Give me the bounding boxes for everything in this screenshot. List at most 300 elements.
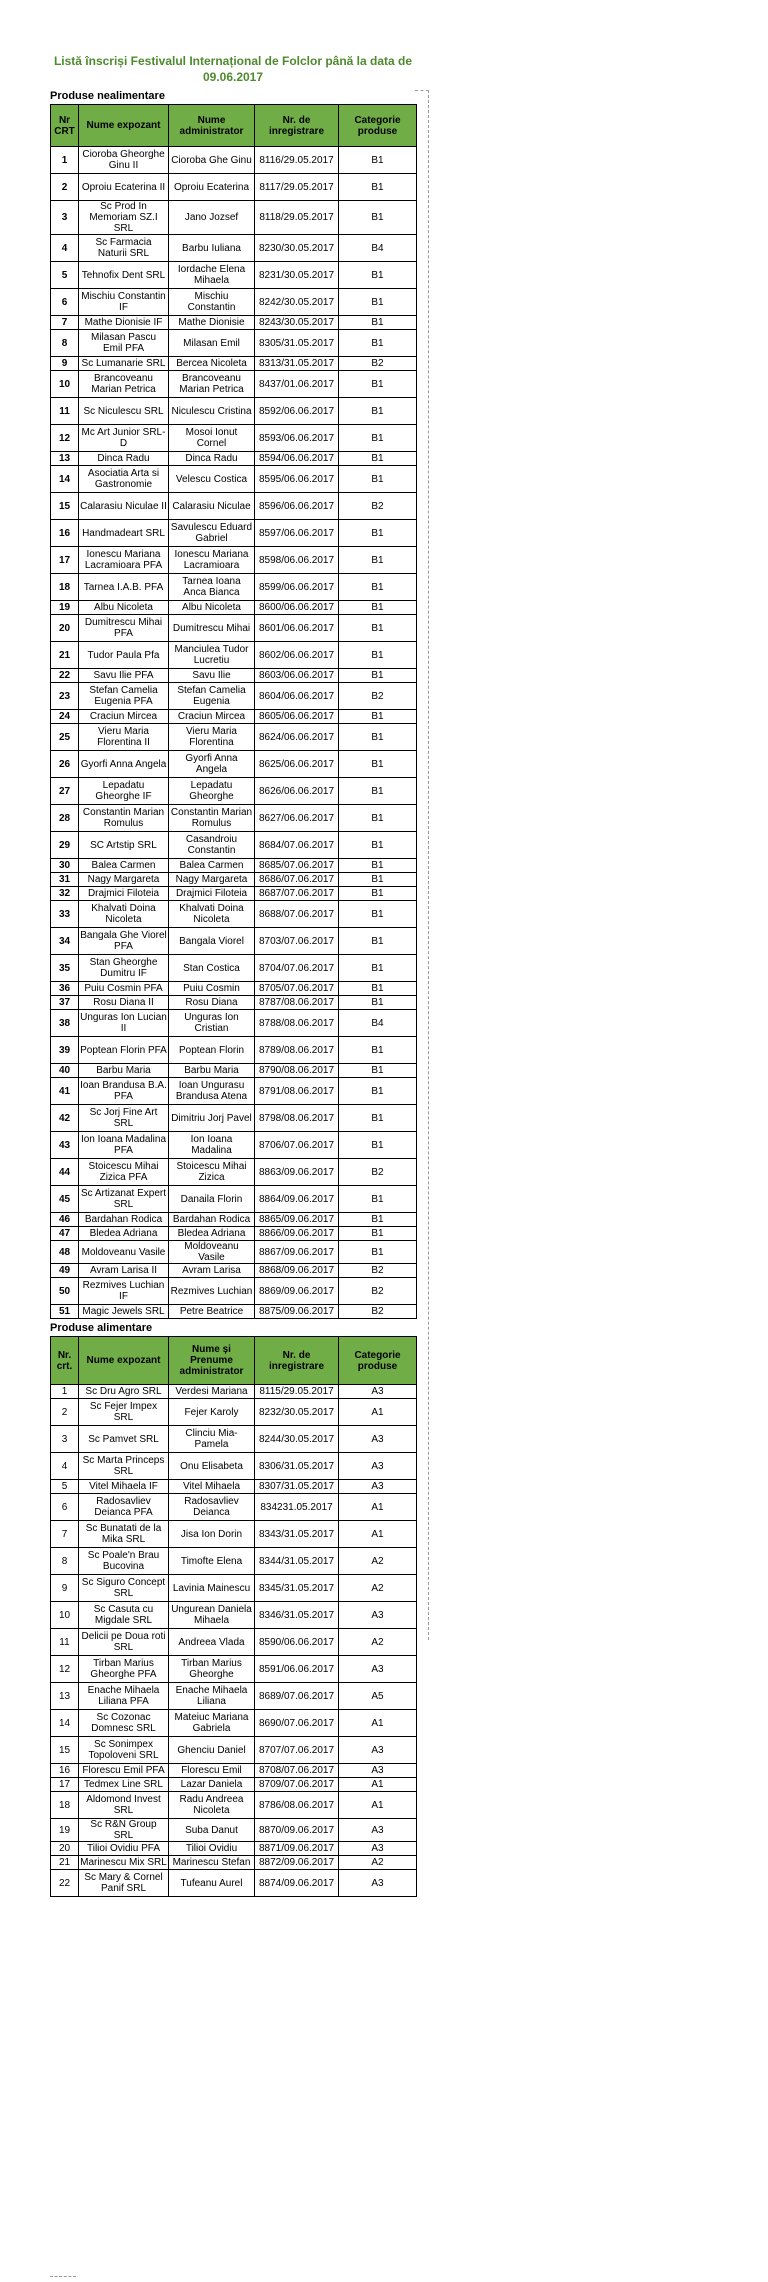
cell-registration: 8590/06.06.2017 (255, 1629, 339, 1656)
cell-administrator: Khalvati Doina Nicoleta (169, 901, 255, 928)
cell-administrator: Dimitriu Jorj Pavel (169, 1105, 255, 1132)
cell-registration: 8244/30.05.2017 (255, 1426, 339, 1453)
cell-registration: 8791/08.06.2017 (255, 1078, 339, 1105)
cell-nr: 38 (51, 1010, 79, 1037)
cell-registration: 8789/08.06.2017 (255, 1037, 339, 1064)
header-exhibitor: Nume expozant (79, 105, 169, 147)
table-row (51, 1213, 417, 1227)
cell-category: A1 (339, 1710, 417, 1737)
cell-category: B2 (339, 1264, 417, 1278)
cell-category: B1 (339, 1241, 417, 1264)
cell-registration: 8687/07.06.2017 (255, 887, 339, 901)
cell-registration: 8705/07.06.2017 (255, 982, 339, 996)
cell-category: A3 (339, 1453, 417, 1480)
cell-nr: 21 (51, 1856, 79, 1870)
cell-administrator: Gyorfi Anna Angela (169, 751, 255, 778)
cell-nr: 45 (51, 1186, 79, 1213)
table-row (51, 1548, 417, 1575)
cell-category: B1 (339, 928, 417, 955)
table-row (51, 1064, 417, 1078)
cell-registration: 8306/31.05.2017 (255, 1453, 339, 1480)
cell-nr: 20 (51, 615, 79, 642)
cell-nr: 44 (51, 1159, 79, 1186)
cell-category: A3 (339, 1602, 417, 1629)
cell-nr: 14 (51, 1710, 79, 1737)
cell-administrator: Bardahan Rodica (169, 1213, 255, 1227)
cell-registration: 8798/08.06.2017 (255, 1105, 339, 1132)
cell-administrator: Timofte Elena (169, 1548, 255, 1575)
table-row (51, 601, 417, 615)
cell-administrator: Tufeanu Aurel (169, 1870, 255, 1897)
cell-nr: 8 (51, 1548, 79, 1575)
cell-exhibitor: Marinescu Mix SRL (80, 1857, 167, 1868)
cell-registration: 8624/06.06.2017 (255, 724, 339, 751)
cell-category: B2 (339, 683, 417, 710)
header-administrator: Nume și Prenume administrator (169, 1337, 255, 1385)
table-row (51, 1764, 417, 1778)
cell-registration: 8597/06.06.2017 (255, 520, 339, 547)
cell-exhibitor: Mischiu Constantin IF (79, 289, 169, 316)
table-row (51, 1656, 417, 1683)
page-break-marker (415, 90, 429, 91)
cell-administrator: Mosoi Ionut Cornel (169, 425, 255, 452)
cell-category: B1 (339, 887, 417, 901)
table-row (51, 1010, 417, 1037)
cell-administrator: Lazar Daniela (169, 1778, 255, 1792)
cell-registration: 8230/30.05.2017 (255, 235, 339, 262)
cell-category: B1 (339, 724, 417, 751)
cell-category: B1 (339, 147, 417, 174)
cell-nr: 22 (51, 1870, 79, 1897)
cell-administrator: Nagy Margareta (169, 873, 255, 887)
cell-administrator: Stoicescu Mihai Zizica (169, 1159, 255, 1186)
cell-exhibitor: Sc Jorj Fine Art SRL (79, 1105, 169, 1132)
table-row (51, 615, 417, 642)
cell-registration: 8625/06.06.2017 (255, 751, 339, 778)
cell-administrator: Tilioi Ovidiu (169, 1842, 255, 1856)
cell-exhibitor: Sc Farmacia Naturii SRL (79, 235, 169, 262)
cell-exhibitor: Stefan Camelia Eugenia PFA (79, 683, 169, 710)
cell-administrator: Onu Elisabeta (169, 1453, 255, 1480)
cell-nr: 49 (51, 1264, 79, 1278)
cell-administrator: Ion Ioana Madalina (169, 1132, 255, 1159)
table-row (51, 1819, 417, 1842)
cell-category: B4 (339, 235, 417, 262)
cell-category: B2 (339, 357, 417, 371)
cell-nr: 27 (51, 778, 79, 805)
cell-exhibitor: Albu Nicoleta (79, 601, 169, 615)
table-row (51, 330, 417, 357)
cell-nr: 9 (51, 357, 79, 371)
cell-administrator: Bangala Viorel (169, 928, 255, 955)
cell-administrator: Savulescu Eduard Gabriel (169, 520, 255, 547)
cell-registration: 8787/08.06.2017 (255, 996, 339, 1010)
cell-administrator: Casandroiu Constantin (169, 832, 255, 859)
cell-exhibitor: Bangala Ghe Viorel PFA (79, 928, 169, 955)
table-row (51, 1453, 417, 1480)
cell-administrator: Unguras Ion Cristian (169, 1010, 255, 1037)
table-row (51, 982, 417, 996)
cell-exhibitor: SC Artstip SRL (79, 832, 169, 859)
cell-exhibitor: Milasan Pascu Emil PFA (79, 330, 169, 357)
cell-nr: 6 (51, 289, 79, 316)
table-row (51, 547, 417, 574)
cell-nr: 7 (51, 1521, 79, 1548)
cell-administrator: Ioan Ungurasu Brandusa Atena (169, 1078, 255, 1105)
cell-administrator: Florescu Emil (169, 1764, 255, 1778)
cell-exhibitor: Tedmex Line SRL (79, 1778, 169, 1792)
table-row (51, 1683, 417, 1710)
cell-nr: 19 (51, 1819, 79, 1842)
table-row (51, 147, 417, 174)
cell-exhibitor: Mathe Dionisie IF (79, 316, 169, 330)
table-header-row (51, 1337, 417, 1385)
cell-registration: 8864/09.06.2017 (255, 1186, 339, 1213)
cell-nr: 3 (51, 1426, 79, 1453)
table-row (51, 1132, 417, 1159)
cell-category: B1 (339, 901, 417, 928)
cell-registration: 8706/07.06.2017 (255, 1132, 339, 1159)
cell-exhibitor: Vieru Maria Florentina II (79, 724, 169, 751)
cell-registration: 8709/07.06.2017 (255, 1778, 339, 1792)
table-row (51, 201, 417, 235)
cell-registration: 8598/06.06.2017 (255, 547, 339, 574)
cell-category: A3 (339, 1870, 417, 1897)
table-row (51, 466, 417, 493)
table-row (51, 174, 417, 201)
cell-registration: 8601/06.06.2017 (255, 615, 339, 642)
cell-nr: 20 (51, 1842, 79, 1856)
cell-category: A3 (339, 1737, 417, 1764)
cell-registration: 8591/06.06.2017 (255, 1656, 339, 1683)
header-registration: Nr. de inregistrare (255, 105, 339, 147)
page-break-line (428, 90, 429, 1640)
table-row (51, 357, 417, 371)
cell-category: A5 (339, 1683, 417, 1710)
cell-category: B1 (339, 1186, 417, 1213)
cell-category: B1 (339, 1227, 417, 1241)
cell-exhibitor: Sc Fejer Impex SRL (79, 1399, 169, 1426)
table-row (51, 1842, 417, 1856)
cell-registration: 8703/07.06.2017 (255, 928, 339, 955)
cell-exhibitor: Sc Bunatati de la Mika SRL (79, 1521, 169, 1548)
cell-exhibitor: Tudor Paula Pfa (79, 642, 169, 669)
cell-category: A2 (339, 1856, 417, 1870)
cell-exhibitor: Tilioi Ovidiu PFA (79, 1842, 169, 1856)
cell-registration: 8707/07.06.2017 (255, 1737, 339, 1764)
cell-nr: 48 (51, 1241, 79, 1264)
cell-registration: 8594/06.06.2017 (255, 452, 339, 466)
cell-nr: 35 (51, 955, 79, 982)
cell-administrator: Ghenciu Daniel (169, 1737, 255, 1764)
cell-category: A3 (339, 1842, 417, 1856)
cell-category: B1 (339, 520, 417, 547)
cell-administrator: Suba Danut (169, 1819, 255, 1842)
cell-exhibitor: Radosavliev Deianca PFA (79, 1494, 169, 1521)
cell-nr: 46 (51, 1213, 79, 1227)
cell-nr: 17 (51, 1778, 79, 1792)
cell-administrator: Fejer Karoly (169, 1399, 255, 1426)
table-row (51, 1778, 417, 1792)
header-exhibitor: Nume expozant (79, 1337, 169, 1385)
table-row (51, 1602, 417, 1629)
cell-nr: 31 (51, 873, 79, 887)
cell-administrator: Bledea Adriana (169, 1227, 255, 1241)
cell-category: B1 (339, 262, 417, 289)
table-row (51, 1737, 417, 1764)
cell-category: B1 (339, 1078, 417, 1105)
cell-exhibitor: Avram Larisa II (79, 1264, 169, 1278)
cell-category: B2 (339, 1278, 417, 1305)
cell-registration: 8874/09.06.2017 (255, 1870, 339, 1897)
table-row (51, 1710, 417, 1737)
section-label-nonfood: Produse nealimentare (50, 90, 165, 102)
cell-nr: 10 (51, 1602, 79, 1629)
table-row (51, 778, 417, 805)
cell-administrator: Lepadatu Gheorghe (169, 778, 255, 805)
cell-exhibitor: Moldoveanu Vasile (79, 1241, 169, 1264)
cell-category: A3 (339, 1385, 417, 1399)
cell-nr: 18 (51, 574, 79, 601)
table-row (51, 710, 417, 724)
cell-exhibitor: Dumitrescu Mihai PFA (79, 615, 169, 642)
cell-exhibitor: Barbu Maria (79, 1064, 169, 1078)
cell-registration: 8866/09.06.2017 (255, 1227, 339, 1241)
cell-registration: 8343/31.05.2017 (255, 1521, 339, 1548)
cell-exhibitor: Sc Niculescu SRL (79, 398, 169, 425)
cell-administrator: Savu Ilie (169, 669, 255, 683)
cell-registration: 8786/08.06.2017 (255, 1792, 339, 1819)
cell-registration: 8690/07.06.2017 (255, 1710, 339, 1737)
header-administrator: Nume administrator (169, 105, 255, 147)
cell-administrator: Iordache Elena Mihaela (169, 262, 255, 289)
table-row (51, 452, 417, 466)
cell-nr: 40 (51, 1064, 79, 1078)
cell-registration: 8344/31.05.2017 (255, 1548, 339, 1575)
cell-administrator: Vieru Maria Florentina (169, 724, 255, 751)
cell-administrator: Tirban Marius Gheorghe (169, 1656, 255, 1683)
table-row (51, 1078, 417, 1105)
cell-exhibitor: Khalvati Doina Nicoleta (79, 901, 169, 928)
cell-exhibitor: Sc Poale'n Brau Bucovina (79, 1548, 169, 1575)
cell-nr: 16 (51, 1764, 79, 1778)
cell-registration: 8592/06.06.2017 (255, 398, 339, 425)
cell-category: B4 (339, 1010, 417, 1037)
cell-nr: 36 (51, 982, 79, 996)
cell-category: B1 (339, 873, 417, 887)
cell-nr: 8 (51, 330, 79, 357)
cell-administrator: Marinescu Stefan (169, 1856, 255, 1870)
cell-registration: 8870/09.06.2017 (255, 1819, 339, 1842)
cell-category: B1 (339, 574, 417, 601)
cell-registration: 8345/31.05.2017 (255, 1575, 339, 1602)
table-row (51, 235, 417, 262)
cell-registration: 8118/29.05.2017 (255, 201, 339, 235)
cell-category: B1 (339, 832, 417, 859)
cell-registration: 8231/30.05.2017 (255, 262, 339, 289)
cell-administrator: Dumitrescu Mihai (169, 615, 255, 642)
cell-administrator: Danaila Florin (169, 1186, 255, 1213)
cell-exhibitor: Oproiu Ecaterina II (79, 174, 169, 201)
cell-exhibitor: Brancoveanu Marian Petrica (79, 371, 169, 398)
cell-administrator: Radu Andreea Nicoleta (169, 1792, 255, 1819)
cell-nr: 7 (51, 316, 79, 330)
cell-category: B1 (339, 710, 417, 724)
table-row (51, 1385, 417, 1399)
cell-exhibitor: Aldomond Invest SRL (79, 1792, 169, 1819)
cell-exhibitor: Delicii pe Doua roti SRL (79, 1629, 169, 1656)
table-row (51, 316, 417, 330)
cell-exhibitor: Sc Dru Agro SRL (79, 1385, 169, 1399)
cell-exhibitor: Ion Ioana Madalina PFA (79, 1132, 169, 1159)
cell-registration: 8684/07.06.2017 (255, 832, 339, 859)
cell-administrator: Craciun Mircea (169, 710, 255, 724)
cell-exhibitor: Mc Art Junior SRL-D (79, 425, 169, 452)
cell-administrator: Puiu Cosmin (169, 982, 255, 996)
cell-category: B1 (339, 1064, 417, 1078)
cell-category: B1 (339, 642, 417, 669)
table-row (51, 1105, 417, 1132)
cell-administrator: Petre Beatrice (169, 1305, 255, 1319)
cell-administrator: Mischiu Constantin (169, 289, 255, 316)
cell-nr: 2 (51, 1399, 79, 1426)
cell-exhibitor: Tirban Marius Gheorghe PFA (79, 1656, 169, 1683)
cell-category: B1 (339, 669, 417, 683)
cell-registration: 8689/07.06.2017 (255, 1683, 339, 1710)
cell-registration: 8871/09.06.2017 (255, 1842, 339, 1856)
cell-registration: 8116/29.05.2017 (255, 147, 339, 174)
cell-nr: 25 (51, 724, 79, 751)
cell-exhibitor: Vitel Mihaela IF (79, 1480, 169, 1494)
cell-registration: 8865/09.06.2017 (255, 1213, 339, 1227)
cell-nr: 37 (51, 996, 79, 1010)
cell-registration: 8868/09.06.2017 (255, 1264, 339, 1278)
cell-exhibitor: Enache Mihaela Liliana PFA (79, 1683, 169, 1710)
section-label-food: Produse alimentare (50, 1322, 153, 1334)
cell-exhibitor: Bardahan Rodica (79, 1213, 169, 1227)
cell-administrator: Radosavliev Deianca (169, 1494, 255, 1521)
cell-nr: 10 (51, 371, 79, 398)
cell-exhibitor: Sc Casuta cu Migdale SRL (79, 1602, 169, 1629)
cell-nr: 14 (51, 466, 79, 493)
cell-exhibitor: Sc Siguro Concept SRL (79, 1575, 169, 1602)
table-row (51, 262, 417, 289)
cell-nr: 41 (51, 1078, 79, 1105)
cell-administrator: Bercea Nicoleta (169, 357, 255, 371)
cell-nr: 21 (51, 642, 79, 669)
cell-registration: 8627/06.06.2017 (255, 805, 339, 832)
table-row (51, 493, 417, 520)
cell-exhibitor: Calarasiu Niculae II (79, 493, 169, 520)
header-category: Categorie produse (339, 1337, 417, 1385)
cell-exhibitor: Cioroba Gheorghe Ginu II (79, 147, 169, 174)
table-row (51, 1264, 417, 1278)
cell-administrator: Ungurean Daniela Mihaela (169, 1602, 255, 1629)
cell-exhibitor: Gyorfi Anna Angela (79, 751, 169, 778)
cell-category: B1 (339, 1037, 417, 1064)
cell-registration: 8788/08.06.2017 (255, 1010, 339, 1037)
cell-category: A1 (339, 1399, 417, 1426)
cell-administrator: Drajmici Filoteia (169, 887, 255, 901)
cell-nr: 3 (51, 201, 79, 235)
cell-exhibitor: Sc R&N Group SRL (79, 1819, 169, 1842)
cell-exhibitor: Drajmici Filoteia (79, 887, 169, 901)
cell-registration: 8688/07.06.2017 (255, 901, 339, 928)
cell-nr: 29 (51, 832, 79, 859)
table-row (51, 928, 417, 955)
cell-category: B1 (339, 751, 417, 778)
cell-administrator: Velescu Costica (169, 466, 255, 493)
cell-category: B1 (339, 547, 417, 574)
cell-administrator: Poptean Florin (169, 1037, 255, 1064)
cell-category: B1 (339, 289, 417, 316)
cell-administrator: Rosu Diana (169, 996, 255, 1010)
cell-exhibitor: Lepadatu Gheorghe IF (79, 778, 169, 805)
cell-category: B2 (339, 493, 417, 520)
cell-administrator: Manciulea Tudor Lucretiu (169, 642, 255, 669)
cell-category: B1 (339, 371, 417, 398)
cell-nr: 33 (51, 901, 79, 928)
cell-nr: 34 (51, 928, 79, 955)
cell-administrator: Stefan Camelia Eugenia (169, 683, 255, 710)
cell-exhibitor: Rezmives Luchian IF (79, 1278, 169, 1305)
cell-exhibitor: Stoicescu Mihai Zizica PFA (79, 1159, 169, 1186)
cell-category: B1 (339, 982, 417, 996)
cell-exhibitor: Ionescu Mariana Lacramioara PFA (79, 547, 169, 574)
cell-exhibitor: Rosu Diana II (79, 996, 169, 1010)
table-row (51, 1426, 417, 1453)
cell-exhibitor: Savu Ilie PFA (79, 669, 169, 683)
cell-category: A3 (339, 1426, 417, 1453)
cell-category: B1 (339, 398, 417, 425)
cell-category: A1 (339, 1494, 417, 1521)
cell-exhibitor: Craciun Mircea (79, 710, 169, 724)
cell-administrator: Milasan Emil (169, 330, 255, 357)
cell-nr: 9 (51, 1575, 79, 1602)
cell-registration: 8704/07.06.2017 (255, 955, 339, 982)
cell-administrator: Jano Jozsef (169, 201, 255, 235)
cell-exhibitor: Sc Cozonac Domnesc SRL (79, 1710, 169, 1737)
header-category: Categorie produse (339, 105, 417, 147)
table-row (51, 1629, 417, 1656)
cell-administrator: Balea Carmen (169, 859, 255, 873)
cell-category: B2 (339, 1159, 417, 1186)
cell-registration: 8602/06.06.2017 (255, 642, 339, 669)
table-row (51, 398, 417, 425)
cell-administrator: Tarnea Ioana Anca Bianca (169, 574, 255, 601)
cell-registration: 8243/30.05.2017 (255, 316, 339, 330)
cell-category: B1 (339, 330, 417, 357)
table-row (51, 751, 417, 778)
cell-administrator: Lavinia Mainescu (169, 1575, 255, 1602)
cell-nr: 17 (51, 547, 79, 574)
cell-administrator: Barbu Iuliana (169, 235, 255, 262)
cell-administrator: Enache Mihaela Liliana (169, 1683, 255, 1710)
cell-nr: 4 (51, 1453, 79, 1480)
cell-nr: 5 (51, 1480, 79, 1494)
cell-category: A1 (339, 1792, 417, 1819)
cell-administrator: Mateiuc Mariana Gabriela (169, 1710, 255, 1737)
cell-administrator: Moldoveanu Vasile (169, 1241, 255, 1264)
cell-nr: 26 (51, 751, 79, 778)
cell-nr: 6 (51, 1494, 79, 1521)
header-nr: Nr CRT (51, 105, 79, 147)
cell-category: B1 (339, 316, 417, 330)
cell-registration: 8686/07.06.2017 (255, 873, 339, 887)
table-row (51, 289, 417, 316)
cell-registration: 8600/06.06.2017 (255, 601, 339, 615)
cell-administrator: Barbu Maria (169, 1064, 255, 1078)
